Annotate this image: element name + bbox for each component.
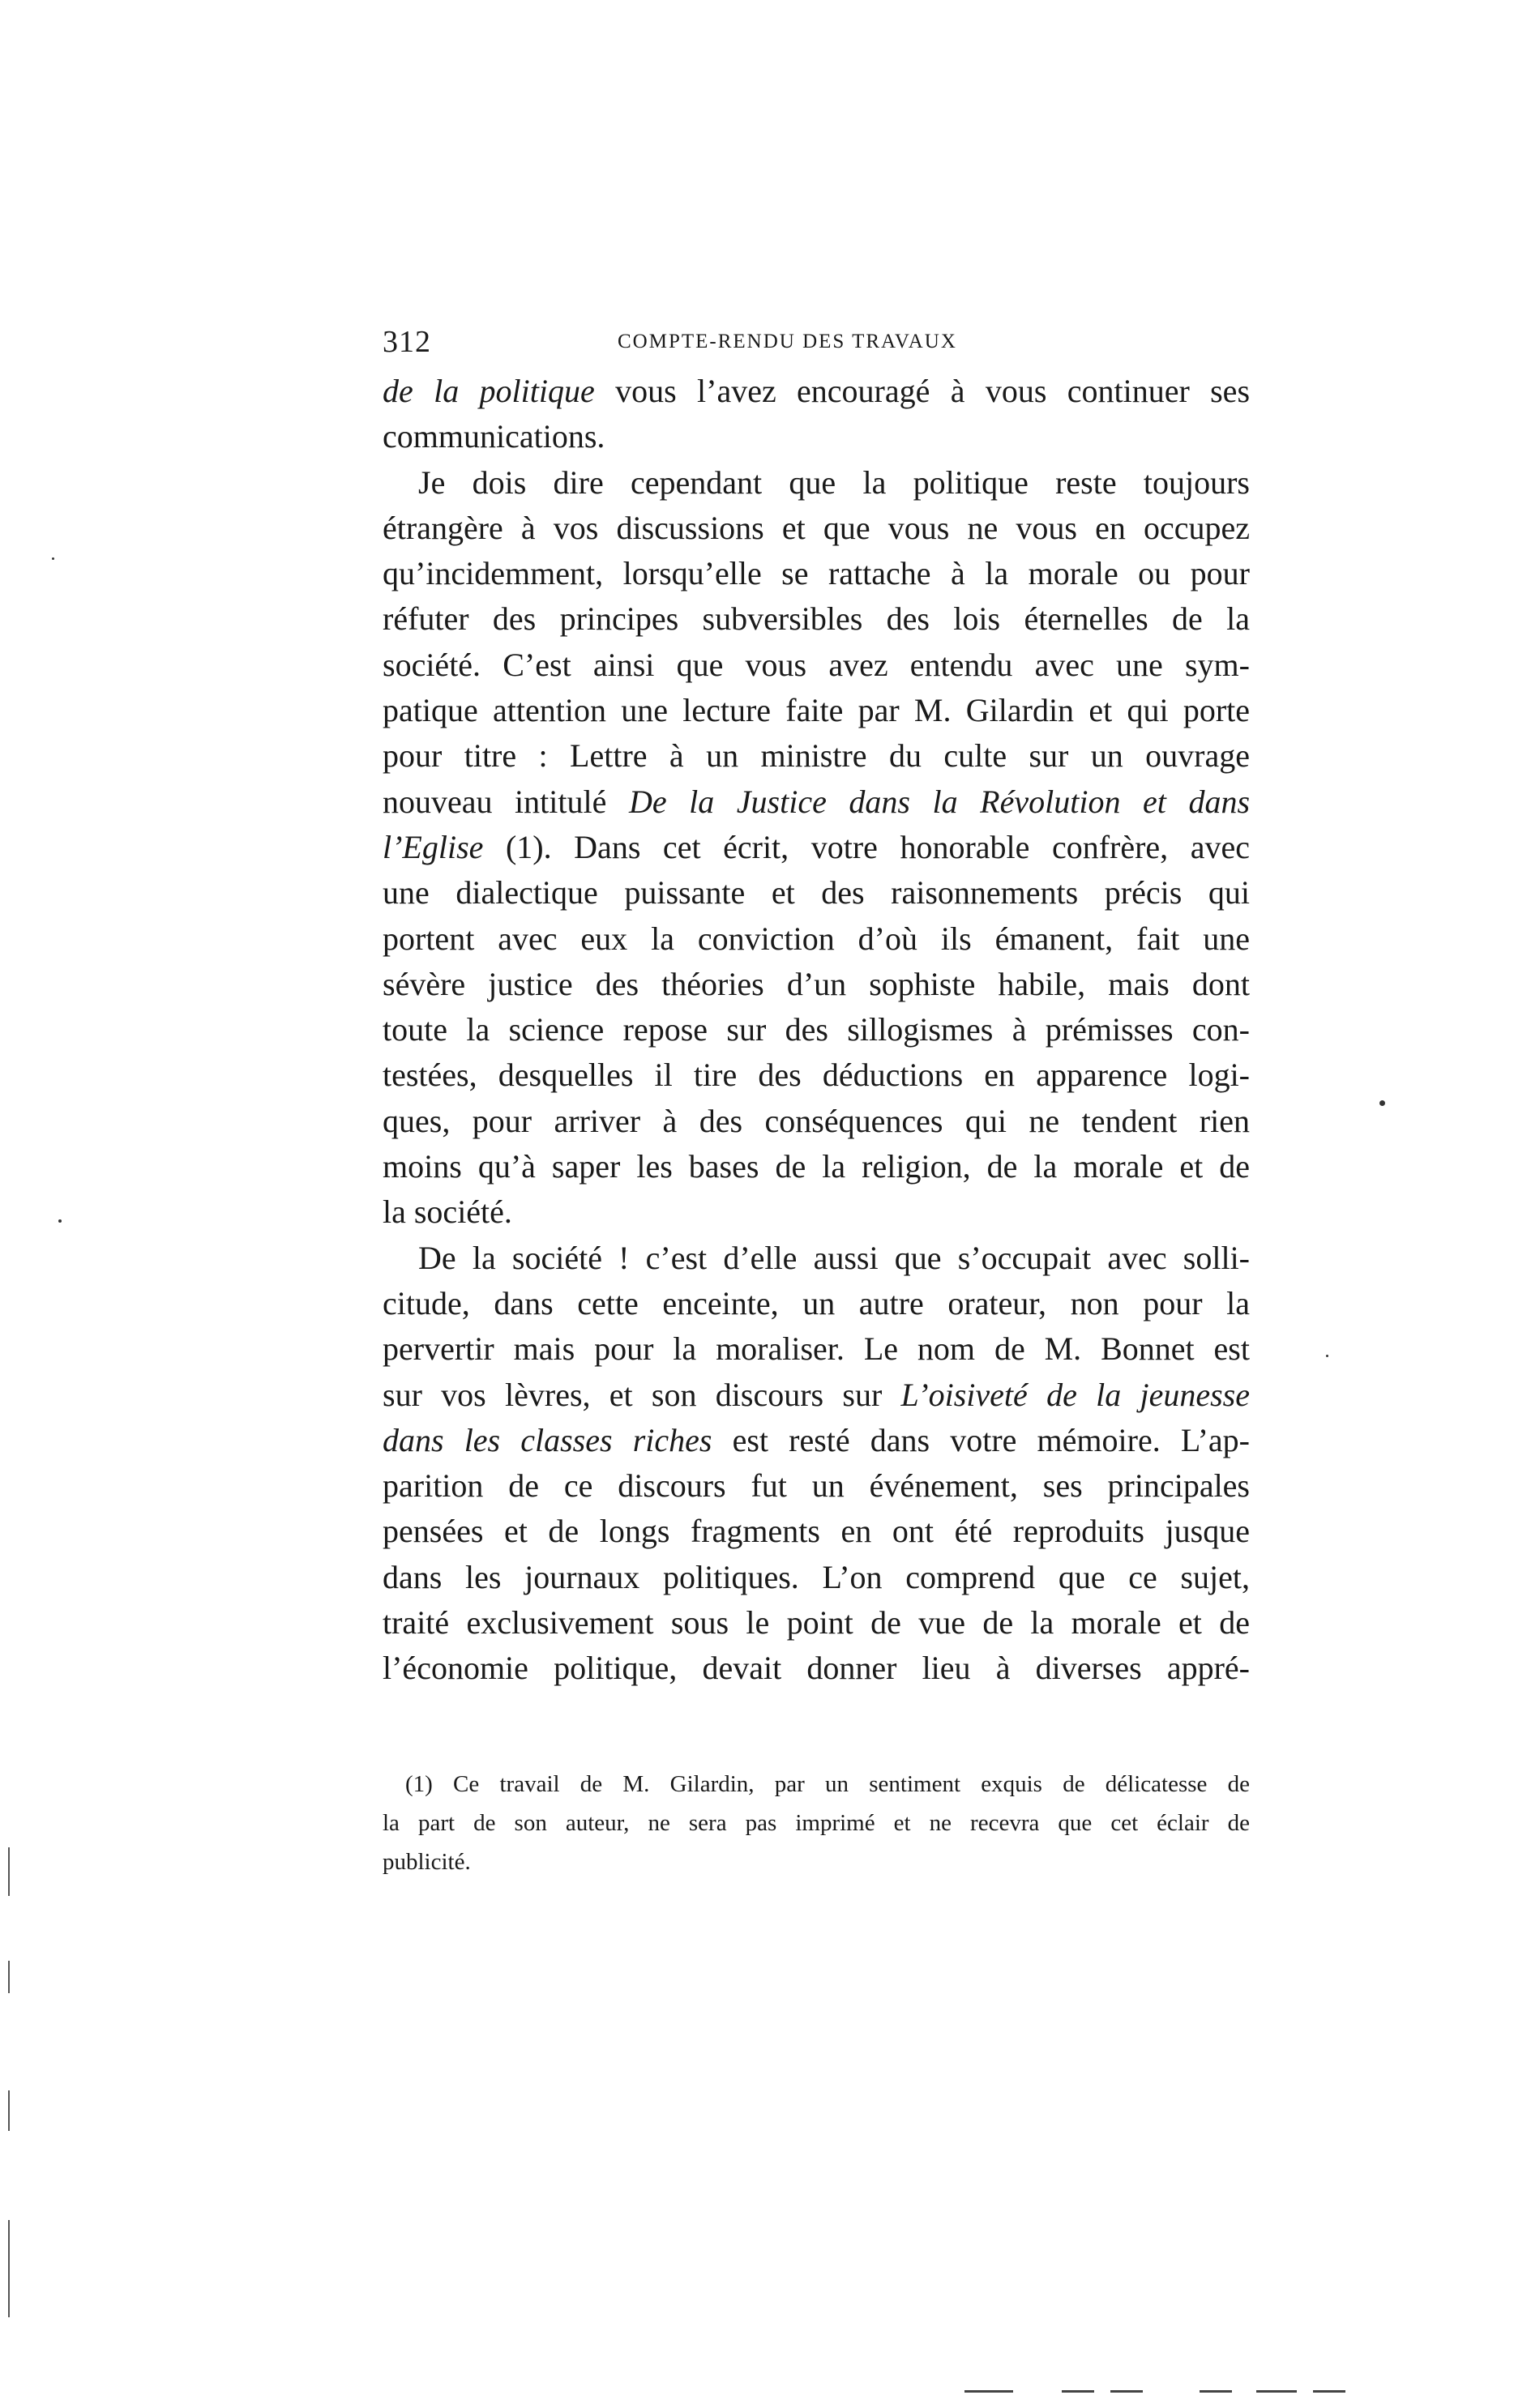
margin-rule bbox=[8, 2220, 10, 2317]
text-line: patique attention une lecture faite par M. Gilardin et qui porte bbox=[383, 692, 1250, 729]
margin-rule bbox=[8, 1847, 10, 1896]
text-line: pervertir mais pour la moraliser. Le nom de M. Bonnet est bbox=[383, 1330, 1250, 1368]
footnote-line: la part de son auteur, ne sera pas imprimé et ne recevra que cet éclair de bbox=[383, 1810, 1250, 1836]
text-line: pour titre : Lettre à un ministre du culte sur un ouvrage bbox=[383, 737, 1250, 775]
bottom-dash bbox=[1110, 2390, 1143, 2393]
text-run: sur vos lèvres, et son discours sur bbox=[383, 1376, 901, 1413]
text-line: Je dois dire cependant que la politique reste toujours bbox=[418, 463, 1250, 501]
text-line: parition de ce discours fut un événement, ses principales bbox=[383, 1467, 1250, 1505]
bottom-dash bbox=[1313, 2390, 1345, 2393]
text-run: vous l’avez encouragé à vous continuer ses bbox=[594, 373, 1250, 409]
italic-title: l’Eglise bbox=[383, 828, 484, 865]
text-line: portent avec eux la conviction d’où ils émanent, fait une bbox=[383, 920, 1250, 957]
bottom-dash bbox=[1256, 2390, 1297, 2393]
text-line: testées, desquelles il tire des déductions en apparence logi- bbox=[383, 1057, 1250, 1094]
italic-title: dans les classes riches bbox=[383, 1421, 712, 1458]
main-text bbox=[383, 369, 1250, 1692]
bottom-dash bbox=[964, 2390, 1013, 2393]
text-line: citude, dans cette enceinte, un autre orateur, non pour la bbox=[383, 1284, 1250, 1321]
text-line: étrangère à vos discussions et que vous ne vous en occupez bbox=[383, 509, 1250, 546]
text-line bbox=[383, 1418, 1250, 1463]
text-line: pensées et de longs fragments en ont été reproduits jusque bbox=[383, 1513, 1250, 1550]
paragraph-2 bbox=[383, 460, 1250, 1236]
text-run: nouveau intitulé bbox=[383, 783, 629, 820]
text-line bbox=[383, 1373, 1250, 1418]
footnote bbox=[383, 1765, 1250, 1881]
margin-rule bbox=[8, 1961, 10, 1993]
footnote-line: (1) Ce travail de M. Gilardin, par un sentiment exquis de délicatesse de bbox=[405, 1771, 1250, 1797]
ink-speck bbox=[58, 1219, 62, 1223]
text-line: une dialectique puissante et des raisonnements précis qui bbox=[383, 874, 1250, 912]
text-line: société. C’est ainsi que vous avez entendu avec une sym- bbox=[383, 646, 1250, 683]
text-line: traité exclusivement sous le point de vue de la morale et de bbox=[383, 1604, 1250, 1642]
ink-speck bbox=[1379, 1100, 1385, 1106]
footnote-line: publicité. bbox=[383, 1849, 471, 1875]
text-line bbox=[383, 779, 1250, 825]
ink-speck bbox=[1326, 1355, 1328, 1357]
text-line: l’économie politique, devait donner lieu à diverses appré- bbox=[383, 1650, 1250, 1687]
bottom-dash bbox=[1062, 2390, 1094, 2393]
page-header bbox=[383, 324, 1250, 365]
text-line: moins qu’à saper les bases de la religion, de la morale et de bbox=[383, 1148, 1250, 1185]
running-title: COMPTE-RENDU DES TRAVAUX bbox=[618, 331, 957, 352]
text-line: communications. bbox=[383, 418, 605, 455]
text-line bbox=[383, 369, 1250, 414]
text-run: (1). Dans cet écrit, votre honorable confrère, avec bbox=[483, 828, 1250, 865]
text-line: toute la science repose sur des sillogismes à prémisses con- bbox=[383, 1011, 1250, 1048]
bottom-dash bbox=[1200, 2390, 1232, 2393]
paragraph-3 bbox=[383, 1236, 1250, 1692]
page-number: 312 bbox=[383, 325, 431, 359]
text-line bbox=[383, 825, 1250, 870]
ink-speck bbox=[52, 557, 54, 560]
paragraph-1 bbox=[383, 369, 1250, 460]
italic-title: L’oisiveté de la jeunesse bbox=[900, 1376, 1250, 1413]
text-line: ques, pour arriver à des conséquences qui ne tendent rien bbox=[383, 1102, 1250, 1139]
text-line: De la société ! c’est d’elle aussi que s’occupait avec solli- bbox=[418, 1239, 1250, 1276]
italic-title: De la Justice dans la Révolution et dans bbox=[628, 783, 1250, 820]
text-line: la société. bbox=[383, 1193, 512, 1231]
text-line: sévère justice des théories d’un sophiste habile, mais dont bbox=[383, 965, 1250, 1002]
margin-rule bbox=[8, 2090, 10, 2131]
text-line: qu’incidemment, lorsqu’elle se rattache à la morale ou pour bbox=[383, 555, 1250, 592]
text-line: dans les journaux politiques. L’on comprend que ce sujet, bbox=[383, 1558, 1250, 1595]
italic-phrase: de la politique bbox=[383, 373, 595, 409]
text-run: est resté dans votre mémoire. L’ap- bbox=[712, 1421, 1250, 1458]
text-line: réfuter des principes subversibles des lois éternelles de la bbox=[383, 600, 1250, 638]
